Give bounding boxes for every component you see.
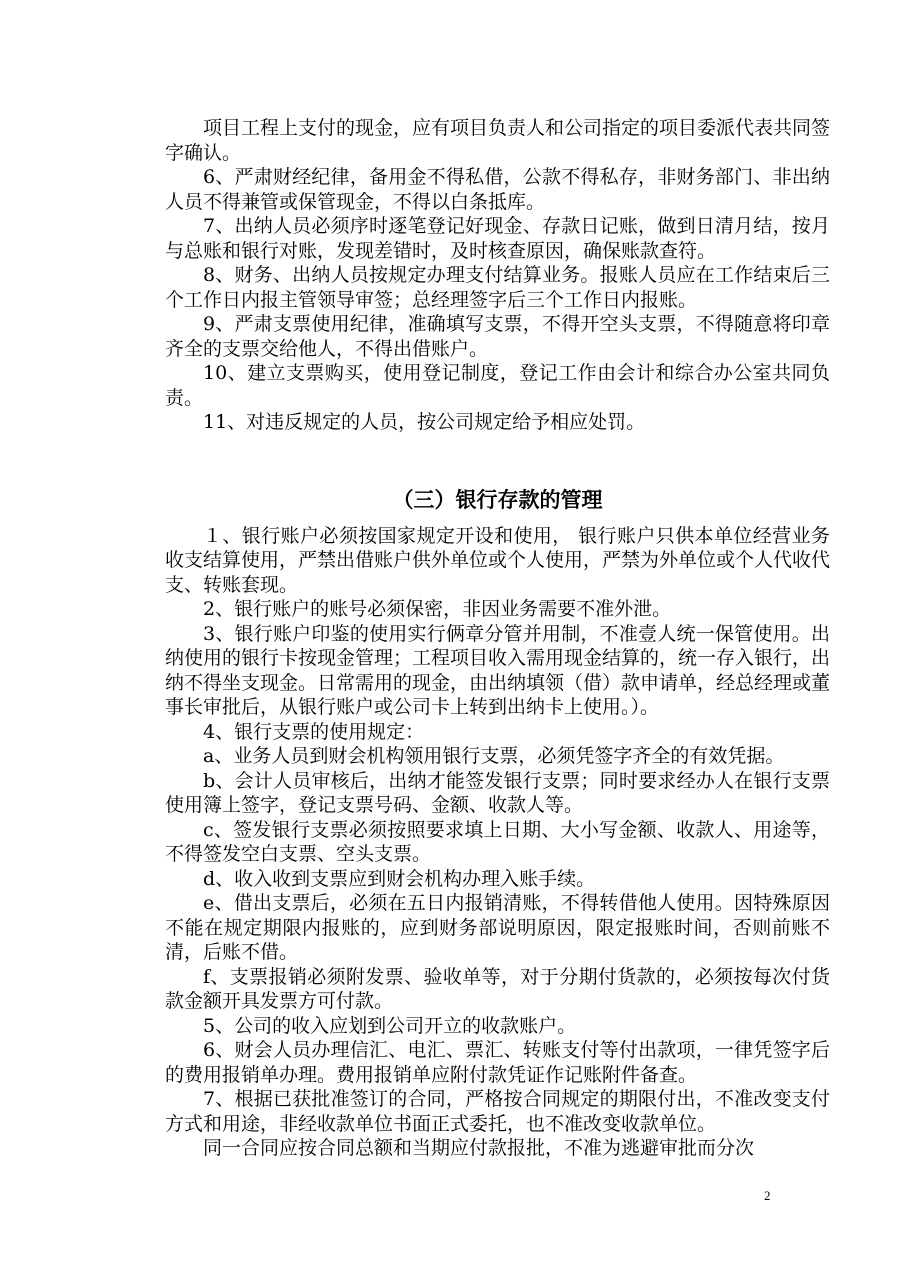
paragraph: b、会计人员审核后，出纳才能签发银行支票；同时要求经办人在银行支票使用簿上签字，登记支票号码、金额、收款人等。 <box>165 769 830 816</box>
paragraph: a、业务人员到财会机构领用银行支票，必须凭签字齐全的有效凭据。 <box>203 745 785 767</box>
paragraph: １、银行账户必须按国家规定开设和使用， 银行账户只供本单位经营业务收支结算使用，严禁出借账户供外单位或个人使用，严禁为外单位或个人代收代支、转账套现。 <box>165 524 831 596</box>
page-number: 2 <box>764 1188 771 1203</box>
paragraph: 4、银行支票的使用规定： <box>203 720 425 743</box>
paragraph: 8、财务、出纳人员按规定办理支付结算业务。报账人员应在工作结束后三个工作日内报主管领导审签；总经理签字后三个工作日内报账。 <box>165 264 830 311</box>
paragraph: 7、根据已获批准签订的合同，严格按合同规定的期限付出，不准改变支付方式和用途，非经收款单位书面正式委托，也不准改变收款单位。 <box>165 1088 830 1135</box>
section-heading: （三）银行存款的管理 <box>392 487 603 512</box>
paragraph: 6、财会人员办理信汇、电汇、票汇、转账支付等付出款项，一律凭签字后的费用报销单办理。费用报销单应附付款凭证作记账附件备查。 <box>165 1039 830 1086</box>
paragraph: d、收入收到支票应到财会机构办理入账手续。 <box>203 867 596 890</box>
paragraph: 项目工程上支付的现金，应有项目负责人和公司指定的项目委派代表共同签字确认。 <box>165 117 831 164</box>
paragraph: f、支票报销必须附发票、验收单等，对于分期付货款的，必须按每次付货款金额开具发票方可付款。 <box>165 965 830 1012</box>
paragraph: c、签发银行支票必须按照要求填上日期、大小写金额、收款人、用途等，不得签发空白支票、空头支票。 <box>165 818 830 865</box>
paragraph: 3、银行账户印鉴的使用实行俩章分管并用制，不准壹人统一保管使用。出纳使用的银行卡按现金管理；工程项目收入需用现金结算的，统一存入银行，出纳不得坐支现金。日常需用的现金，由出纳填领（借）款申请单，经总经理或董事长审批后，从银行账户或公司卡上转到出纳卡上使用。）。 <box>165 622 831 718</box>
paragraph: 11、对违反规定的人员，按公司规定给予相应处罚。 <box>203 411 646 433</box>
paragraph: 10、建立支票购买，使用登记制度，登记工作由会计和综合办公室共同负责。 <box>165 362 830 409</box>
paragraph: 2、银行账户的账号必须保密，非因业务需要不准外泄。 <box>203 598 672 620</box>
paragraph: 9、严肃支票使用纪律，准确填写支票，不得开空头支票，不得随意将印章齐全的支票交给他人，不得出借账户。 <box>165 313 830 360</box>
paragraph: 6、严肃财经纪律，备用金不得私借，公款不得私存，非财务部门、非出纳人员不得兼管或保管现金，不得以白条抵库。 <box>165 166 830 213</box>
document-body <box>165 116 830 1161</box>
paragraph: 5、公司的收入应划到公司开立的收款账户。 <box>203 1014 577 1037</box>
paragraph: 同一合同应按合同总额和当期应付款报批，不准为逃避审批而分次 <box>203 1137 755 1159</box>
paragraph: 7、出纳人员必须序时逐笔登记好现金、存款日记账，做到日清月结，按月与总账和银行对账，发现差错时，及时核查原因，确保账款查符。 <box>165 215 830 262</box>
paragraph: e、借出支票后，必须在五日内报销清账，不得转借他人使用。因特殊原因不能在规定期限内报账的，应到财务部说明原因，限定报账时间，否则前账不清，后账不借。 <box>165 892 830 963</box>
